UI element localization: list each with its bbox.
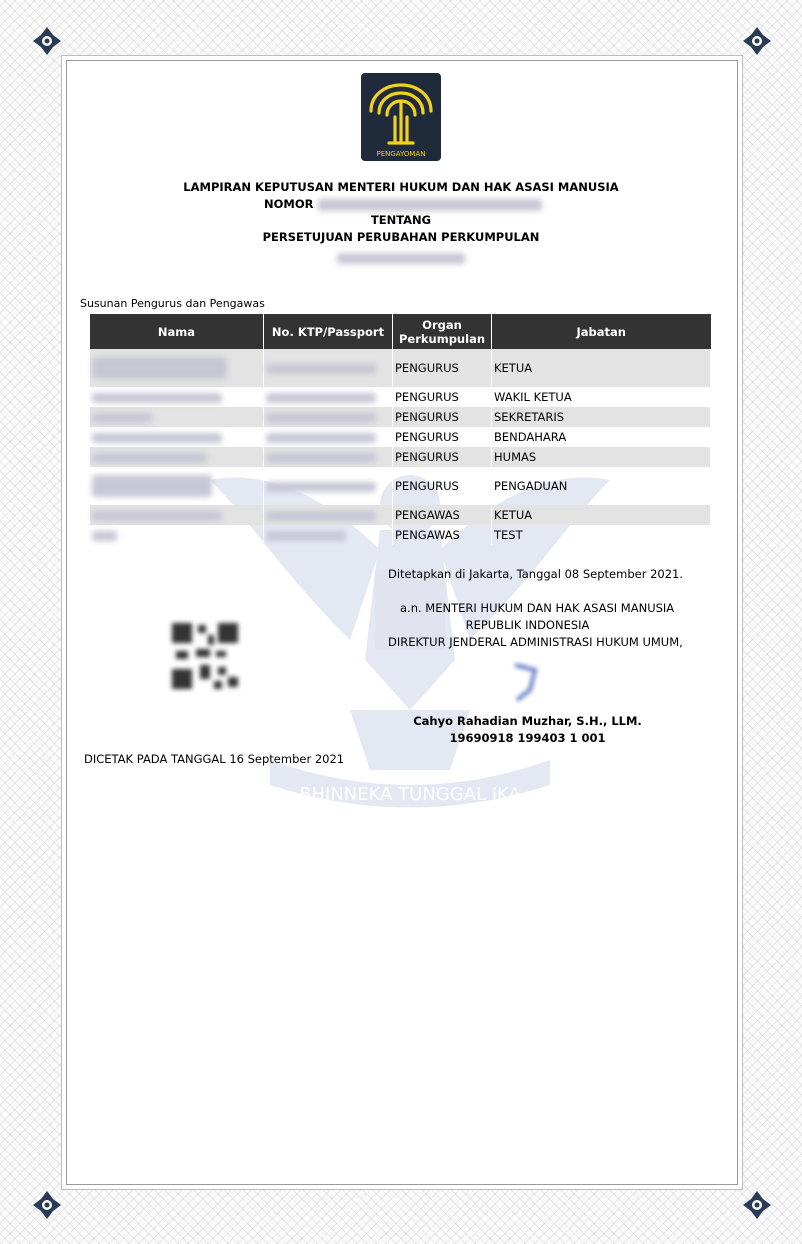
on-behalf-of: a.n. MENTERI HUKUM DAN HAK ASASI MANUSIA xyxy=(400,601,675,615)
emblem-label: PENGAYOMAN xyxy=(376,150,426,158)
ornament-corner-bottom-left-icon xyxy=(30,1188,64,1222)
nomor-label: NOMOR xyxy=(264,197,314,211)
redacted-name xyxy=(90,447,264,467)
redacted-decree-number xyxy=(318,199,542,211)
table-row xyxy=(90,427,711,447)
redacted-id xyxy=(264,447,393,467)
section-title: Susunan Pengurus dan Pengawas xyxy=(80,297,265,310)
decree-tentang: TENTANG xyxy=(370,213,432,227)
jabatan-cell: TEST xyxy=(492,525,711,545)
column-header-organ: Organ Perkumpulan xyxy=(393,314,492,349)
organ-cell: PENGURUS xyxy=(393,467,492,505)
redacted-name xyxy=(90,387,264,407)
table-row xyxy=(90,525,711,545)
redacted-id xyxy=(264,349,393,387)
jabatan-cell: PENGADUAN xyxy=(492,467,711,505)
ornament-corner-bottom-right-icon xyxy=(740,1188,774,1222)
jabatan-cell: WAKIL KETUA xyxy=(492,387,711,407)
qr-code-icon xyxy=(170,621,240,691)
table-row xyxy=(90,349,711,387)
printed-date: DICETAK PADA TANGGAL 16 September 2021 xyxy=(84,752,345,766)
redacted-id xyxy=(264,387,393,407)
jabatan-cell: KETUA xyxy=(492,505,711,525)
redacted-name xyxy=(90,467,264,505)
organ-cell: PENGAWAS xyxy=(393,505,492,525)
jabatan-cell: SEKRETARIS xyxy=(492,407,711,427)
jabatan-cell: KETUA xyxy=(492,349,711,387)
column-header-ktp: No. KTP/Passport xyxy=(264,314,393,349)
redacted-id xyxy=(264,525,393,545)
redacted-id xyxy=(264,467,393,505)
ornament-corner-top-right-icon xyxy=(740,24,774,58)
table-row xyxy=(90,505,711,525)
table-header-row xyxy=(90,314,711,349)
redacted-id xyxy=(264,427,393,447)
organ-cell: PENGURUS xyxy=(393,387,492,407)
signature-mark-icon xyxy=(505,660,545,705)
place-date: Ditetapkan di Jakarta, Tanggal 08 September 2021. xyxy=(388,567,684,581)
organ-cell: PENGURUS xyxy=(393,349,492,387)
table-row xyxy=(90,447,711,467)
column-header-jabatan: Jabatan xyxy=(492,314,711,349)
redacted-name xyxy=(90,349,264,387)
redacted-name xyxy=(90,505,264,525)
board-table xyxy=(90,314,711,545)
decree-subject: PERSETUJUAN PERUBAHAN PERKUMPULAN xyxy=(262,230,540,244)
ornament-corner-top-left-icon xyxy=(30,24,64,58)
table-row xyxy=(90,387,711,407)
redacted-id xyxy=(264,505,393,525)
redacted-id xyxy=(264,407,393,427)
table-row xyxy=(90,407,711,427)
jabatan-cell: BENDAHARA xyxy=(492,427,711,447)
table-row xyxy=(90,467,711,505)
organ-cell: PENGURUS xyxy=(393,447,492,467)
decree-title: LAMPIRAN KEPUTUSAN MENTERI HUKUM DAN HAK ASASI MANUSIA xyxy=(183,180,619,194)
redacted-association-name xyxy=(337,248,465,267)
redacted-name xyxy=(90,525,264,545)
signer-nip: 19690918 199403 1 001 xyxy=(449,731,606,745)
redacted-name xyxy=(90,407,264,427)
organ-cell: PENGAWAS xyxy=(393,525,492,545)
redacted-name xyxy=(90,427,264,447)
watermark-motto: BHINNEKA TUNGGAL IKA xyxy=(299,784,521,805)
pengayoman-emblem xyxy=(361,73,441,161)
decree-number-line xyxy=(264,197,542,211)
directorate: DIREKTUR JENDERAL ADMINISTRASI HUKUM UMUM, xyxy=(388,635,683,649)
organ-cell: PENGURUS xyxy=(393,427,492,447)
signer-name: Cahyo Rahadian Muzhar, S.H., LLM. xyxy=(413,714,642,728)
column-header-nama: Nama xyxy=(90,314,264,349)
country: REPUBLIK INDONESIA xyxy=(465,618,590,632)
jabatan-cell: HUMAS xyxy=(492,447,711,467)
organ-cell: PENGURUS xyxy=(393,407,492,427)
